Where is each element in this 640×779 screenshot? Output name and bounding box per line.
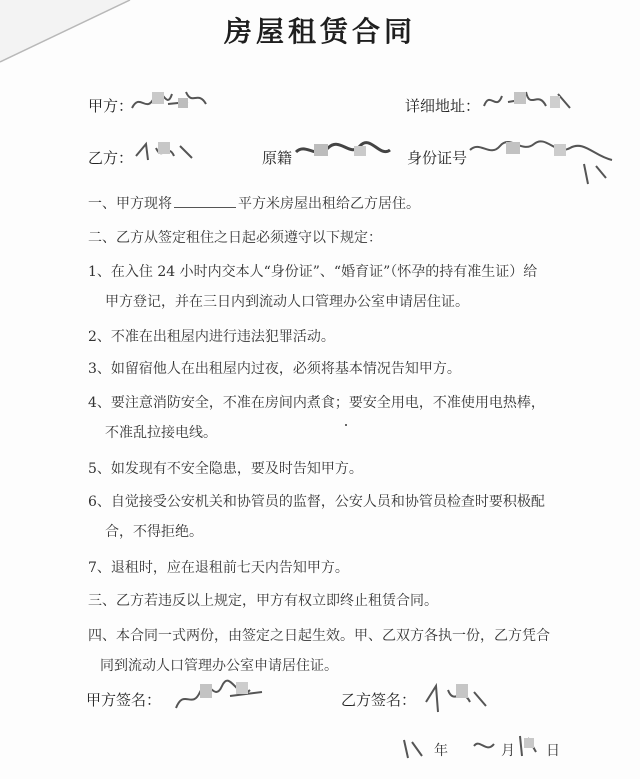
party-b-signature-redacted-icon	[420, 676, 500, 720]
party-b-name-redacted-icon	[132, 136, 204, 168]
clause-4-line-1: 四、本合同一式两份，由签定之日起生效。甲、乙双方各执一份，乙方凭合	[88, 628, 550, 644]
date-year-label: 年	[434, 743, 448, 759]
ink-speck	[345, 424, 347, 426]
party-a-signature-label: 甲方签名：	[86, 691, 162, 709]
party-a-label: 甲方：	[88, 97, 134, 115]
party-b-origin-label: 原籍	[262, 149, 293, 167]
clause-1	[88, 193, 420, 213]
party-a-address-redacted-icon	[480, 84, 590, 118]
party-b-signature-label: 乙方签名：	[341, 691, 417, 709]
clause-3: 三、乙方若违反以上规定，甲方有权立即终止租赁合同。	[88, 593, 438, 609]
rule-1-line-1: 1、在入住 24 小时内交本人“身份证”、“婚育证”（怀孕的持有准生证）给	[88, 264, 538, 280]
rule-4-line-1: 4、要注意消防安全，不准在房间内煮食；要安全用电，不准使用电热棒，	[88, 395, 545, 411]
date-day-label: 日	[546, 743, 560, 759]
party-b-label: 乙方：	[88, 149, 134, 167]
rule-7: 7、退租时，应在退租前七天内告知甲方。	[88, 560, 349, 576]
rule-6-line-2: 合，不得拒绝。	[105, 524, 203, 540]
party-a-signature-redacted-icon	[170, 674, 270, 718]
party-b-origin-redacted-icon	[294, 138, 394, 164]
document-title: 房屋租赁合同	[223, 15, 416, 48]
rule-6-line-1: 6、自觉接受公安机关和协管员的监督，公安人员和协管员检查时要积极配	[88, 494, 545, 510]
party-b-id-label: 身份证号	[407, 149, 468, 167]
year-handwritten-redacted-icon	[398, 730, 432, 764]
rule-1-line-2: 甲方登记，并在三日内到流动人口管理办公室申请居住证。	[105, 294, 469, 310]
area-blank-redacted	[174, 195, 236, 208]
rule-5: 5、如发现有不安全隐患，要及时告知甲方。	[88, 461, 363, 477]
party-b-id-redacted-icon	[466, 134, 626, 190]
party-a-name-redacted-icon	[128, 84, 218, 120]
clause-4-line-2: 同到流动人口管理办公室申请居住证。	[100, 658, 338, 674]
party-a-address-label: 详细地址：	[405, 97, 481, 115]
month-handwritten-redacted-icon	[470, 732, 500, 762]
day-handwritten-redacted-icon	[514, 728, 546, 762]
rule-2: 2、不准在出租屋内进行违法犯罪活动。	[88, 329, 335, 345]
rule-3: 3、如留宿他人在出租屋内过夜，必须将基本情况告知甲方。	[88, 361, 461, 377]
rule-4-line-2: 不准乱拉接电线。	[105, 425, 217, 441]
clause-2: 二、乙方从签定租住之日起必须遵守以下规定：	[88, 230, 382, 246]
clause-1-suffix: 平方米房屋出租给乙方居住。	[238, 196, 420, 212]
date-month-label: 月	[501, 743, 515, 759]
clause-1-prefix: 一、甲方现将	[88, 196, 172, 212]
